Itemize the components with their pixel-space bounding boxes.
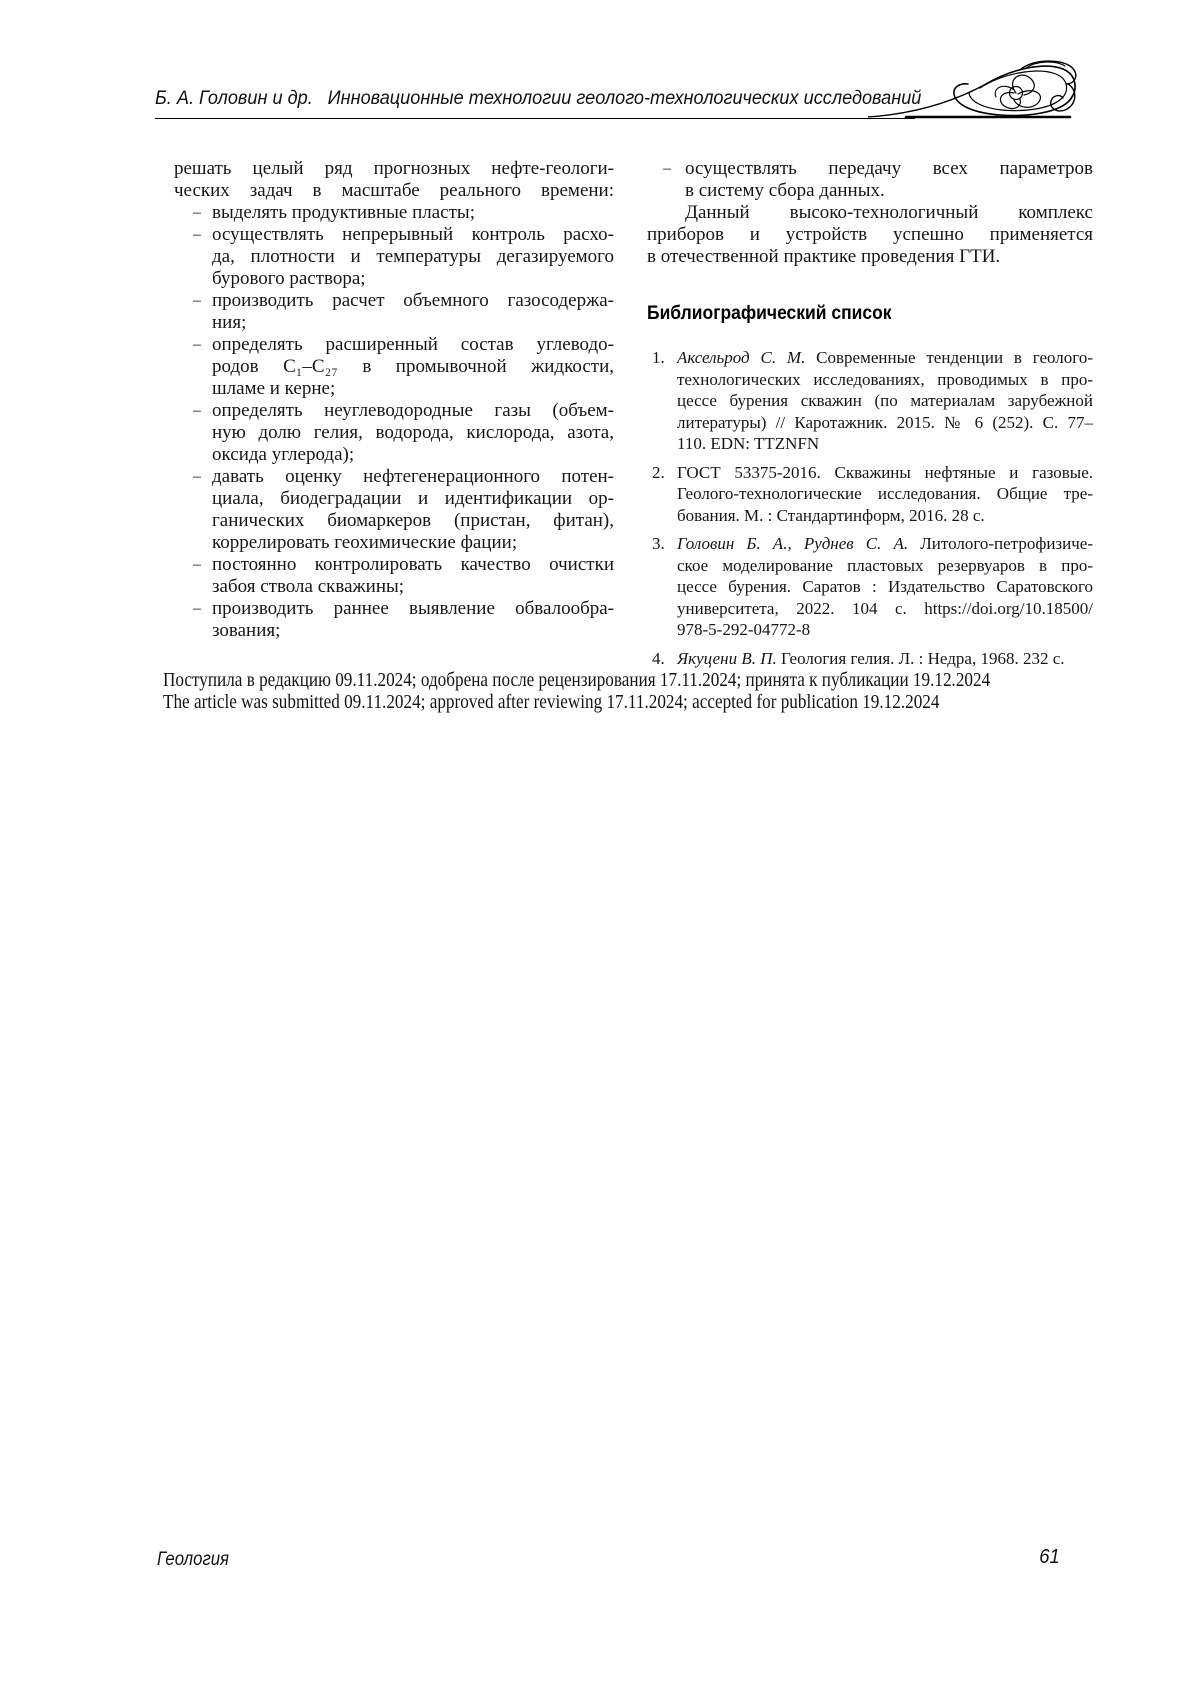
- reference-text-line: [677, 533, 1093, 555]
- running-title: Инновационные технологии геолого-технологических исследований: [327, 87, 922, 109]
- reference-text-line: цессе бурения скважин (по материалам зарубежной: [677, 391, 1093, 410]
- text-line: ганических биомаркеров (пристан, фитан),: [212, 510, 614, 531]
- list-item: [174, 554, 614, 598]
- text-line: ческих задач в масштабе реального времени:: [174, 180, 614, 201]
- submission-note-ru: Поступила в редакцию 09.11.2024; одобрена после рецензирования 17.11.2024; принята к публикации 19.12.2024: [163, 670, 991, 691]
- list-dash: –: [193, 204, 201, 221]
- reference-text-line: [677, 648, 1093, 670]
- header-rule: [155, 118, 915, 119]
- text-line: ную долю гелия, водорода, кислорода, азота,: [212, 422, 614, 443]
- reference-item: [647, 462, 1093, 527]
- list-dash: –: [663, 160, 671, 177]
- reference-item: [647, 648, 1093, 670]
- list-dash: –: [193, 336, 201, 353]
- list-item: [647, 158, 1093, 202]
- reference-item: [647, 347, 1093, 455]
- reference-number: 3.: [652, 534, 665, 553]
- list-item: [174, 202, 614, 224]
- reference-number: 4.: [652, 648, 665, 668]
- text-line: давать оценку нефтегенерационного потен-: [212, 466, 614, 487]
- text-line: шламе и керне;: [212, 378, 336, 399]
- list-dash: –: [193, 556, 201, 573]
- text-line: в отечественной практике проведения ГТИ.: [647, 246, 1001, 267]
- text-line: ния;: [212, 312, 247, 333]
- continued-paragraph: [174, 158, 614, 202]
- text-line: производить расчет объемного газосодержа-: [212, 290, 614, 311]
- left-column: [174, 158, 614, 642]
- list-dash: –: [193, 402, 201, 419]
- text-line: коррелировать геохимические фации;: [212, 532, 518, 553]
- reference-text-line: цессе бурения. Саратов : Издательство Саратовского: [677, 577, 1093, 596]
- reference-number: 1.: [652, 348, 665, 367]
- list-dash: –: [193, 226, 201, 243]
- list-item: [174, 400, 614, 466]
- text-line: приборов и устройств успешно применяется: [647, 224, 1093, 245]
- list-dash: –: [193, 600, 201, 617]
- text-line: забоя ствола скважины;: [212, 576, 405, 597]
- reference-text-line: технологических исследованиях, проводимых в про-: [677, 369, 1093, 389]
- footer-section: [157, 1548, 241, 1570]
- reference-text: Современные тенденции в геолого-: [816, 348, 1093, 367]
- text-line: определять расширенный состав углеводо-: [212, 334, 614, 355]
- reference-text-line: ское моделирование пластовых резервуаров в про-: [677, 555, 1093, 575]
- reference-text-line: [677, 347, 1093, 369]
- text-line: постоянно контролировать качество очистки: [212, 554, 614, 575]
- text-line: осуществлять непрерывный контроль расхо-: [212, 224, 614, 245]
- reference-text: Геология гелия. Л. : Недра, 1968. 232 с.: [780, 648, 1065, 668]
- text-line: зования;: [212, 620, 281, 641]
- text-line: бурового раствора;: [212, 268, 366, 289]
- reference-number: 2.: [652, 462, 665, 482]
- text-line: да, плотности и температуры дегазируемого: [212, 246, 614, 267]
- text-line: Данный высоко-технологичный комплекс: [685, 202, 1093, 223]
- footer-page-number: [990, 1546, 1060, 1568]
- reference-text-line: 110. EDN: TTZNFN: [677, 434, 820, 453]
- running-authors: Б. А. Головин и др.: [155, 87, 313, 109]
- reference-text-line: литературы) // Каротажник. 2015. № 6 (252). С. 77–: [677, 412, 1093, 432]
- art-nouveau-ornament-icon: [868, 60, 1083, 120]
- text-line: определять неуглеводородные газы (объем-: [212, 400, 614, 421]
- list-item: [174, 334, 614, 400]
- text-line: в систему сбора данных.: [685, 180, 885, 201]
- text-line: выделять продуктивные пласты;: [212, 202, 475, 223]
- submission-note: [163, 670, 1163, 714]
- list-item: [174, 598, 614, 642]
- reference-list: [647, 347, 1093, 669]
- text-line: осуществлять передачу всех параметров: [685, 158, 1093, 179]
- list-item: [174, 466, 614, 554]
- reference-text: Литолого-петрофизиче-: [920, 534, 1093, 553]
- reference-text-line: 978-5-292-04772-8: [677, 620, 811, 639]
- list-item: [174, 290, 614, 334]
- text-line: циала, биодеградации и идентификации ор-: [212, 488, 614, 509]
- list-item: [174, 224, 614, 290]
- running-header: [155, 86, 979, 110]
- bibliography-heading: [647, 303, 1093, 325]
- list-dash: –: [193, 468, 201, 485]
- reference-authors: Головин Б. А., Руднев С. А.: [677, 534, 909, 553]
- list-dash: –: [193, 292, 201, 309]
- reference-item: [647, 533, 1093, 641]
- page-number-label: 61: [1039, 1545, 1060, 1568]
- closing-paragraph: [647, 202, 1093, 268]
- submission-note-en: The article was submitted 09.11.2024; approved after reviewing 17.11.2024; accepted for publication 19.12.2024: [163, 692, 940, 713]
- reference-text-line: Геолого-технологические исследования. Общие тре-: [677, 484, 1093, 503]
- reference-authors: Якуцени В. П.: [677, 648, 777, 668]
- reference-text-line: университета, 2022. 104 с. https://doi.org/10.18500/: [677, 598, 1093, 618]
- running-header-text: [155, 86, 921, 110]
- text-line: решать целый ряд прогнозных нефте-геологи-: [174, 158, 614, 179]
- reference-text-line: ГОСТ 53375-2016. Скважины нефтяные и газовые.: [677, 462, 1093, 482]
- text-line: родов C₁–C₂₇ в промывочной жидкости,: [212, 356, 614, 377]
- right-column: [647, 158, 1093, 669]
- reference-text-line: бования. М. : Стандартинформ, 2016. 28 с.: [677, 505, 985, 525]
- reference-authors: Аксельрод С. М.: [677, 348, 806, 367]
- text-line: оксида углерода);: [212, 444, 355, 465]
- bibliography-heading-text: Библиографический список: [647, 303, 892, 324]
- text-line: производить раннее выявление обвалообра-: [212, 598, 614, 619]
- footer-section-label: Геология: [157, 1548, 230, 1570]
